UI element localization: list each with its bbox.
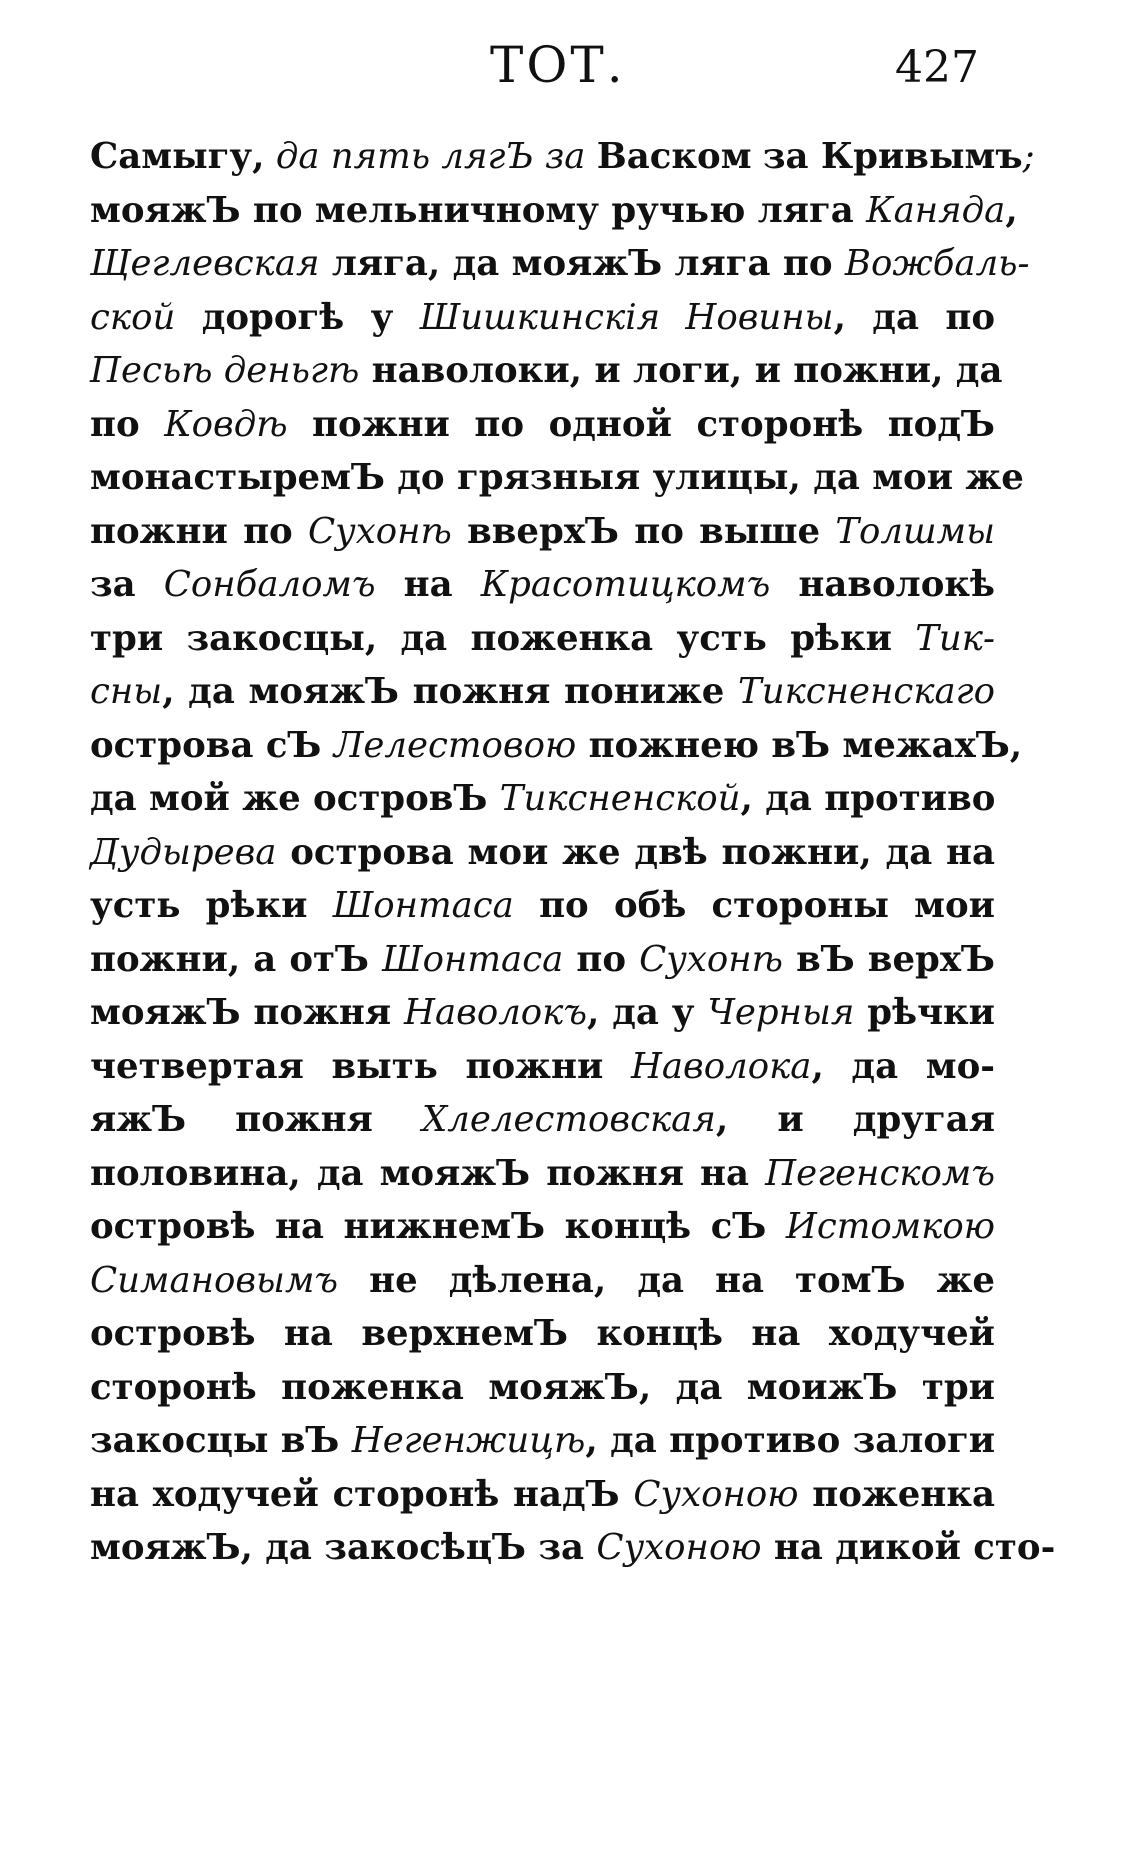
- italic-name: сны: [90, 671, 163, 712]
- italic-name: да пять лягЪ за: [264, 136, 597, 177]
- italic-name: Черныя: [707, 992, 855, 1033]
- text-segment: усть рѣки: [90, 885, 333, 926]
- text-line: [90, 344, 1003, 398]
- text-segment: сторонѣ поженка мояжЪ, да моижЪ три: [90, 1366, 995, 1408]
- text-line: [90, 1414, 995, 1468]
- italic-name: Хлелестовская: [422, 1099, 716, 1140]
- text-segment: поженка: [798, 1473, 995, 1515]
- text-segment: наволокѣ: [770, 564, 995, 605]
- text-segment: четвертая выть пожни: [90, 1045, 631, 1087]
- text-line: [90, 184, 1018, 238]
- text-segment: пожни по одной сторонѣ подЪ: [287, 403, 995, 445]
- italic-name: Щеглевская: [90, 243, 320, 284]
- italic-name: ;: [1022, 136, 1035, 177]
- text-line: [90, 1307, 995, 1361]
- italic-name: Дудырева: [90, 831, 277, 873]
- italic-name: Тиксненскаго: [738, 671, 995, 712]
- text-line: [90, 933, 995, 987]
- running-head-title: ТОТ.: [490, 36, 626, 94]
- text-segment: Самыгу,: [90, 136, 265, 177]
- text-segment: мояжЪ пожня: [90, 992, 405, 1033]
- italic-name: Сухоною: [596, 1527, 762, 1568]
- text-line: [90, 1361, 995, 1415]
- body-text: [90, 130, 1056, 1575]
- text-line: [90, 1093, 995, 1147]
- italic-name: [752, 136, 763, 177]
- text-line: [90, 1040, 995, 1094]
- text-segment: , да мо-: [811, 1045, 995, 1087]
- text-line: [90, 665, 995, 719]
- italic-name: Тик-: [915, 617, 995, 659]
- italic-name: Сухонѣ: [307, 510, 452, 552]
- italic-name: Симановымъ: [90, 1259, 339, 1301]
- text-segment: да мой же островЪ: [90, 778, 500, 819]
- text-segment: мояжЪ по мельничному ручью ляга: [90, 189, 867, 231]
- text-segment: на дикой сто-: [761, 1527, 1056, 1568]
- text-segment: островѣ на нижнемЪ концѣ сЪ: [90, 1206, 786, 1247]
- italic-name: Шонтаса: [382, 938, 564, 980]
- text-line: [90, 1147, 995, 1201]
- italic-name: Наволока: [630, 1045, 812, 1087]
- italic-name: Сухоною: [633, 1473, 799, 1515]
- italic-name: Сухонѣ: [639, 938, 783, 980]
- text-segment: дорогѣ у: [175, 296, 420, 338]
- text-segment: , да противо залоги: [585, 1420, 996, 1461]
- text-segment: за: [90, 564, 164, 605]
- text-segment: ,: [1005, 189, 1018, 231]
- text-line: [90, 451, 1024, 505]
- text-line: [90, 986, 995, 1040]
- text-segment: по: [90, 403, 165, 445]
- text-line: [90, 398, 995, 452]
- text-segment: , да у: [587, 992, 708, 1033]
- text-segment: , да противо: [740, 778, 996, 819]
- text-segment: острова мои же двѣ пожни, да на: [276, 831, 995, 873]
- text-segment: закосцы вЪ: [90, 1420, 352, 1461]
- text-line: [90, 130, 1035, 184]
- text-segment: наволоки, и логи, и пожни, да: [359, 350, 1003, 391]
- italic-name: Красотицкомъ: [480, 564, 771, 605]
- text-segment: вЪ верхЪ: [782, 938, 995, 980]
- text-segment: три закосцы, да поженка усть рѣки: [90, 617, 916, 659]
- text-line: [90, 1468, 995, 1522]
- italic-name: Наволокъ: [404, 992, 588, 1033]
- italic-name: Тиксненской: [499, 778, 741, 819]
- italic-name: Истомкою: [785, 1206, 995, 1247]
- italic-name: Шишкинскія Новины: [419, 296, 834, 338]
- text-line: [90, 772, 995, 826]
- text-line: [90, 1200, 995, 1254]
- italic-name: Ковдѣ: [164, 403, 288, 445]
- text-line: [90, 612, 995, 666]
- text-line: [90, 237, 1030, 291]
- text-segment: по: [563, 938, 640, 980]
- italic-name: Сонбаломъ: [163, 564, 376, 605]
- text-line: [90, 291, 995, 345]
- italic-name: Песьѣ деньгѣ: [90, 350, 360, 391]
- text-segment: ляга, да мояжЪ ляга по: [319, 243, 845, 284]
- text-segment: по обѣ стороны мои: [513, 885, 996, 926]
- text-line: [90, 719, 1023, 773]
- text-segment: половина, да мояжЪ пожня на: [90, 1152, 766, 1194]
- italic-name: Толшмы: [835, 510, 995, 552]
- text-segment: за Кривымъ: [762, 136, 1023, 177]
- text-segment: пожнею вЪ межахЪ,: [576, 724, 1023, 766]
- text-segment: на ходучей сторонѣ надЪ: [90, 1473, 634, 1515]
- text-line: [90, 505, 995, 559]
- text-segment: рѣчки: [854, 992, 996, 1033]
- italic-name: Пегенскомъ: [765, 1152, 995, 1194]
- text-segment: вверхЪ по выше: [451, 510, 836, 552]
- italic-name: Вожбаль-: [844, 243, 1030, 284]
- text-segment: пожни по: [90, 510, 308, 552]
- text-segment: мояжЪ, да закосѣцЪ за: [90, 1527, 597, 1568]
- text-line: [90, 1521, 1056, 1575]
- text-segment: монастыремЪ до грязныя улицы, да мои же: [90, 457, 1024, 498]
- italic-name: Негенжицѣ: [351, 1420, 586, 1461]
- text-line: [90, 826, 995, 880]
- italic-name: Каняда: [866, 189, 1006, 231]
- text-segment: яжЪ пожня: [90, 1099, 423, 1140]
- text-segment: , да по: [833, 296, 996, 338]
- text-segment: островѣ на верхнемЪ концѣ на ходучей: [90, 1313, 995, 1354]
- text-line: [90, 1254, 995, 1308]
- text-segment: , и другая: [715, 1099, 995, 1140]
- text-segment: на: [375, 564, 481, 605]
- italic-name: ской: [90, 296, 176, 338]
- italic-name: Лелестовою: [333, 724, 577, 766]
- page-number: 427: [895, 42, 979, 93]
- text-segment: пожни, а отЪ: [90, 938, 383, 980]
- text-segment: не дѣлена, да на томЪ же: [338, 1259, 995, 1301]
- running-head: [0, 36, 1140, 106]
- text-segment: Васком: [596, 136, 752, 177]
- text-line: [90, 879, 995, 933]
- text-segment: острова сЪ: [90, 724, 334, 766]
- text-segment: , да мояжЪ пожня пониже: [162, 671, 739, 712]
- italic-name: Шонтаса: [332, 885, 514, 926]
- text-line: [90, 558, 995, 612]
